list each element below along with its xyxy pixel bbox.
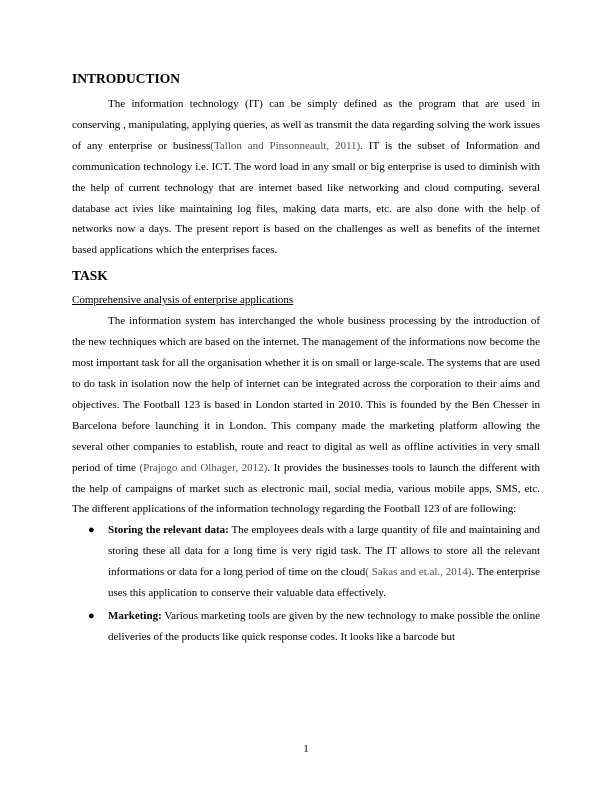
citation-prajogo: (Prajogo and Olhager, 2012) xyxy=(139,461,268,474)
bullet-icon: ● xyxy=(88,609,95,622)
task-paragraph xyxy=(72,311,540,520)
applications-list xyxy=(72,520,540,647)
task-text-1: The information system has interchanged the whole business processing by the introduction of the new techniques which are based on the internet. The management of the informations now become the most important task for all the organisation whether it is on small or large-scale. The systems that are used to do task in isolation now the help of internet can be integrated across the corporation to their aims and objectives. The Football 123 is based in London started in 2010. This is founded by the Ben Chesser in Barcelona before launching it in London. This company made the marketing platform allowing the several other companies to establish, route and react to digital as well as offline activities in very small period of time xyxy=(72,315,540,474)
task-text-2: . It provides the businesses tools to launch the different with the help of campaigns of market such as electronic mail, social media, various mobile apps, SMS, etc. The different applications of the information technology regarding the Football 123 of are following: xyxy=(72,461,540,516)
list-item xyxy=(72,520,540,604)
list-item-text: Various marketing tools are given by the new technology to make possible the online deliveries of the products like quick response codes. It looks like a barcode but xyxy=(108,609,540,643)
intro-text-2: . IT is the subset of Information and communication technology i.e. ICT. The word load in any small or big enterprise is used to diminish with the help of current technology that are internet based like networking and cloud computing. several database act ivies like maintaining log files, making data marts, etc. are also done with the help of networks now a days. The present report is based on the challenges as well as benefits of the internet based applications which the enterprises faces. xyxy=(72,139,541,257)
list-item-title: Storing the relevant data: xyxy=(108,524,229,537)
intro-text-1: The information technology (IT) can be simply defined as the program that are used in conserving , manipulating, applying queries, as well as transmit the data regarding solving the work issues of any enterprise or business xyxy=(72,98,541,152)
task-subheading: Comprehensive analysis of enterprise applications xyxy=(72,294,294,307)
task-heading: TASK xyxy=(72,268,108,284)
introduction-paragraph xyxy=(72,94,540,261)
list-item xyxy=(72,606,540,648)
citation-sakas: ( Sakas and et.al., 2014) xyxy=(365,566,472,579)
bullet-icon: ● xyxy=(88,524,95,537)
list-item-text-end: . The enterprise uses this application to conserve their valuable data effectively. xyxy=(108,566,541,600)
list-item-text: The employees deals with a large quantity of file and maintaining and storing these all data for a long time is very rigid task. The IT allows to store all the relevant informations or data for a long period of time on the cloud xyxy=(108,524,540,579)
list-item-title: Marketing: xyxy=(108,609,162,622)
page-number: 1 xyxy=(303,743,309,755)
introduction-heading: INTRODUCTION xyxy=(72,71,181,86)
citation-tallon: (Tallon and Pinsonneault, 2011) xyxy=(210,139,361,152)
document-page xyxy=(72,70,540,650)
